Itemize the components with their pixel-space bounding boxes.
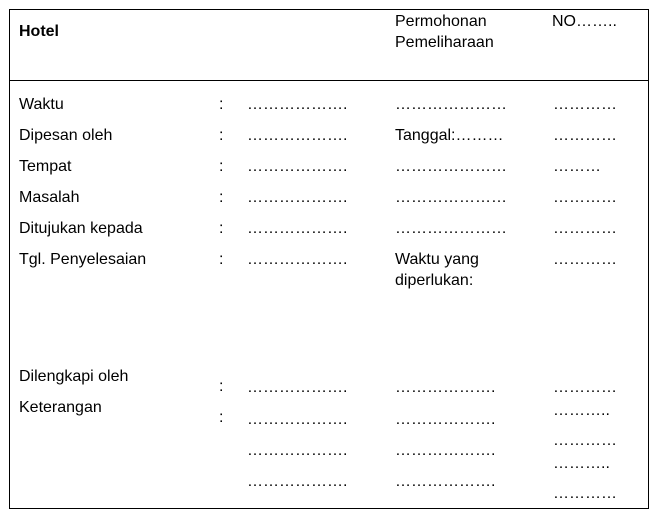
footer-dots-col3: ………… bbox=[553, 485, 617, 502]
field-colon: : bbox=[219, 158, 224, 175]
form-number: NO…….. bbox=[552, 13, 617, 30]
field-value-dipesan-oleh: ………………. bbox=[247, 127, 348, 144]
field-value-ditujukan-kepada: ………………. bbox=[247, 220, 348, 237]
field-value-masalah: ………………. bbox=[247, 189, 348, 206]
field-label-tgl-penyelesaian: Tgl. Penyelesaian bbox=[19, 251, 147, 268]
field-colon: : bbox=[219, 220, 224, 237]
field-extra-tempat: ………………… bbox=[395, 158, 507, 175]
field-colon: : bbox=[219, 189, 224, 206]
field-waktu-yang-line1: Waktu yang bbox=[395, 251, 479, 268]
field-right-masalah: ………… bbox=[553, 189, 617, 206]
field-colon: : bbox=[219, 378, 224, 395]
field-right-waktu: ………… bbox=[553, 96, 617, 113]
field-extra-ditujukan-kepada: ………………… bbox=[395, 220, 507, 237]
hotel-label: Hotel bbox=[19, 23, 59, 40]
field-colon: : bbox=[219, 127, 224, 144]
field-right-tempat: ……… bbox=[553, 158, 601, 175]
field-value-tgl-penyelesaian: ………………. bbox=[247, 251, 348, 268]
header-divider bbox=[9, 80, 649, 81]
field-extra-waktu: ………………… bbox=[395, 96, 507, 113]
footer-dots-col1: ………………. bbox=[247, 379, 348, 396]
field-label-ditujukan-kepada: Ditujukan kepada bbox=[19, 220, 143, 237]
form-title-line2: Pemeliharaan bbox=[395, 34, 494, 51]
field-label-masalah: Masalah bbox=[19, 189, 80, 206]
field-right-tgl-penyelesaian: ………… bbox=[553, 251, 617, 268]
field-extra-masalah: ………………… bbox=[395, 189, 507, 206]
field-right-ditujukan-kepada: ………… bbox=[553, 220, 617, 237]
field-tanggal: Tanggal:……… bbox=[395, 127, 504, 144]
footer-dots-col2: ………………. bbox=[395, 411, 496, 428]
footer-dots-col3: ……….. bbox=[553, 402, 610, 419]
footer-dots-col2: ………………. bbox=[395, 442, 496, 459]
footer-dots-col3: ………… bbox=[553, 432, 617, 449]
field-label-dipesan-oleh: Dipesan oleh bbox=[19, 127, 113, 144]
field-waktu-yang-line2: diperlukan: bbox=[395, 272, 474, 289]
field-colon: : bbox=[219, 409, 224, 426]
field-right-dipesan-oleh: ………… bbox=[553, 127, 617, 144]
footer-dots-col2: ………………. bbox=[395, 379, 496, 396]
field-colon: : bbox=[219, 96, 224, 113]
footer-dots-col2: ………………. bbox=[395, 473, 496, 490]
field-label-keterangan: Keterangan bbox=[19, 399, 102, 416]
form-title-line1: Permohonan bbox=[395, 13, 487, 30]
footer-dots-col3: ………… bbox=[553, 379, 617, 396]
field-value-waktu: ………………. bbox=[247, 96, 348, 113]
field-label-waktu: Waktu bbox=[19, 96, 64, 113]
footer-dots-col1: ………………. bbox=[247, 473, 348, 490]
field-label-dilengkapi-oleh: Dilengkapi oleh bbox=[19, 368, 129, 385]
field-label-tempat: Tempat bbox=[19, 158, 72, 175]
footer-dots-col1: ………………. bbox=[247, 411, 348, 428]
footer-dots-col1: ………………. bbox=[247, 442, 348, 459]
field-value-tempat: ………………. bbox=[247, 158, 348, 175]
footer-dots-col3: ……….. bbox=[553, 455, 610, 472]
field-colon: : bbox=[219, 251, 224, 268]
